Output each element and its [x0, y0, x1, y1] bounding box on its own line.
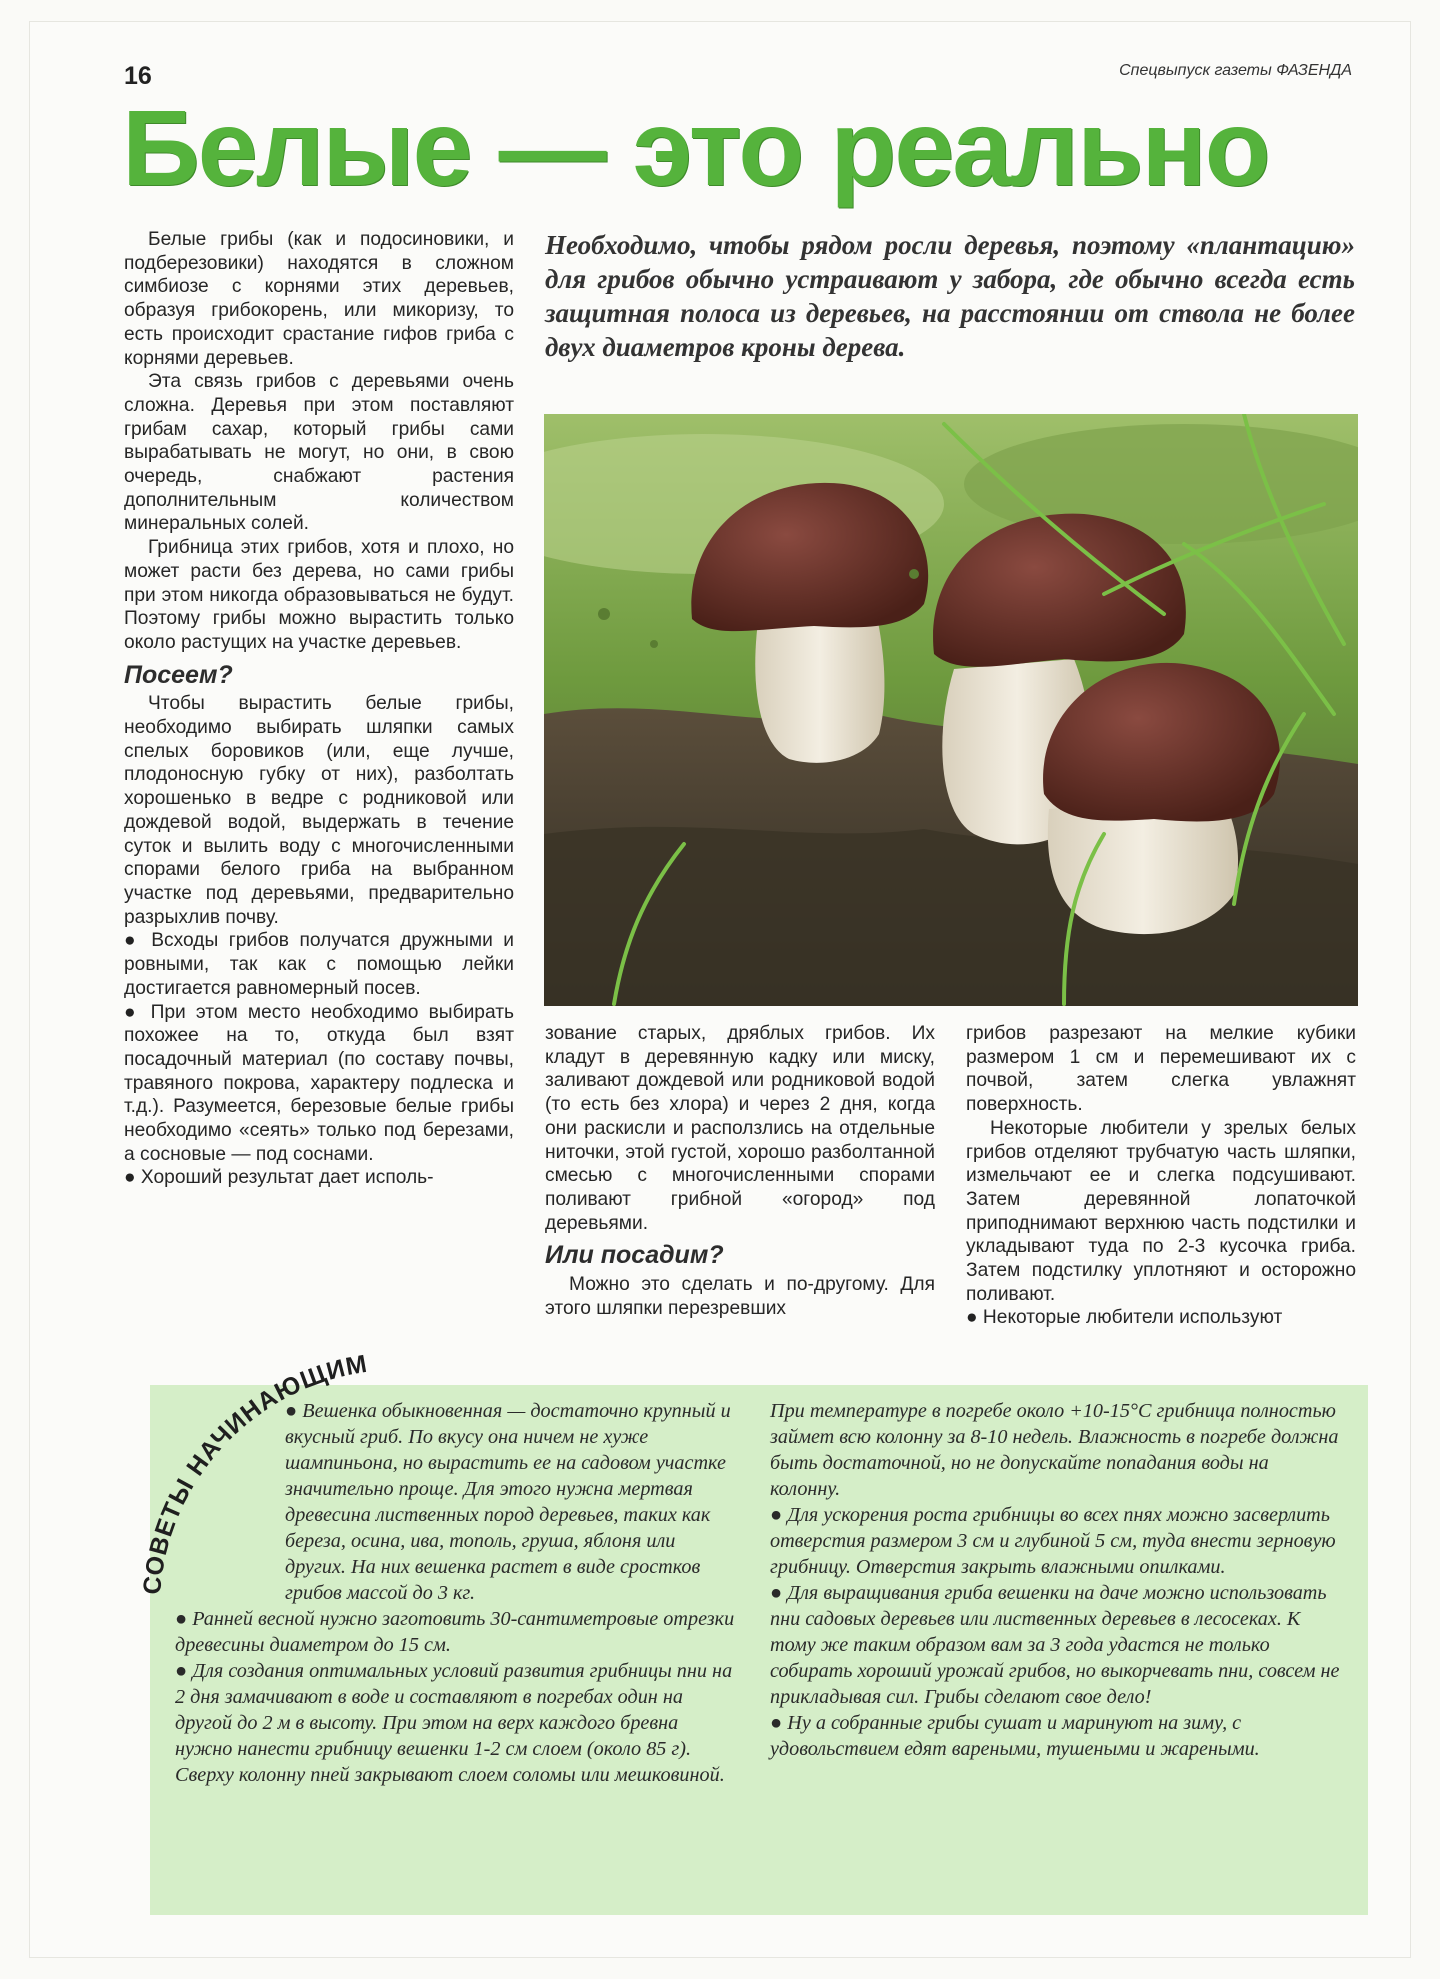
bullet-item: ● Всходы грибов получатся дружными и ровными, так как с помощью лейки достигается равномерный посев.	[124, 930, 514, 999]
bullet-icon: ●	[124, 1001, 151, 1023]
paragraph: Белые грибы (как и подосиновики, и подберезовики) находятся в сложном симбиозе с корнями этих деревьев, образуя грибокорень, или микоризу, то есть происходит срастание гифов гриба с корнями деревьев.	[124, 229, 514, 369]
tip-item: ● Для ускорения роста грибницы во всех пнях можно засверлить отверстия размером 3 см и глубиной 5 см, туда внести зерновую грибницу. Отверстия закрыть влажными опилками.	[770, 1504, 1336, 1578]
bullet-item: ● При этом место необходимо выбирать похожее на то, откуда был взят посадочный материал (по составу почвы, травяного покрова, характеру подлеска и т.д.). Разумеется, березовые белые грибы необходимо «сеять» только под березами, а сосновые — под соснами.	[124, 1001, 514, 1165]
bullet-icon: ●	[770, 1582, 788, 1604]
bullet-item: ● Некоторые любители используют	[966, 1307, 1283, 1329]
bullet-icon: ●	[175, 1660, 193, 1682]
bullet-icon: ●	[175, 1608, 193, 1630]
paragraph: зование старых, дряблых грибов. Их кладут в деревянную кадку или миску, заливают дождевой или родниковой водой (то есть без хлора) и через 2 дня, когда они раскисли и расползлись на отдельные ниточки, этой густой, хорошо разболтанной смесью с многочисленными спорами поливают грибной «огород» под деревьями.	[545, 1023, 935, 1234]
bullet-icon: ●	[770, 1504, 788, 1526]
bullet-icon: ●	[124, 1167, 141, 1189]
paragraph: Некоторые любители у зрелых белых грибов отделяют трубчатую часть шляпки, измельчают ее и слегка подсушивают. Затем деревянной лопаточкой приподнимают верхнюю часть подстилки и укладывают туда по 2-3 кусочка гриба. Затем подстилку уплотняют и осторожно поливают.	[966, 1117, 1356, 1305]
bullet-item: ● Хороший результат дает исполь-	[124, 1167, 434, 1189]
bullet-icon: ●	[770, 1712, 788, 1734]
tip-item: ● Ранней весной нужно заготовить 30-сантиметровые отрезки древесины диаметром до 15 см.	[175, 1608, 735, 1656]
column-3	[966, 1022, 1356, 1330]
tip-item: ● Для создания оптимальных условий развития грибницы пни на 2 дня замачивают в воде и составляют в погребах один на другой до 2 м в высоту. При этом на верх каждого бревна нужно нанести грибницу вешенки 1-2 см слоем (около 85 г). Сверху колонну пней закрывают слоем соломы или мешковиной.	[175, 1660, 733, 1786]
subheading-sow: Посеем?	[124, 660, 233, 689]
paragraph: грибов разрезают на мелкие кубики размером 1 см и перемешивают их с почвой, затем слегка увлажнят поверхность.	[966, 1023, 1356, 1116]
column-1	[124, 228, 514, 1190]
tip-item: ● Для выращивания гриба вешенки на даче можно использовать пни садовых деревьев или лиственных деревьев в лесосеках. К тому же таким образом вам за 3 года удастся не только собирать хороший урожай грибов, но выкорчевать пни, совсем не прикладывая сил. Грибы сделают свое дело!	[770, 1582, 1340, 1708]
tip-item: При температуре в погребе около +10-15°С грибница полностью займет всю колонну за 8-10 недель. Влажность в погребе должна быть достаточной, но не допускайте попадания воды на колонну.	[770, 1400, 1339, 1500]
paragraph: Чтобы вырастить белые грибы, необходимо выбирать шляпки самых спелых боровиков (или, еще лучше, плодоносную губку от них), разболтать хорошенько в ведре с родниковой или дождевой водой, выдержать в течение суток и вылить воду с многочисленными спорами белого гриба на выбранном участке под деревьями, предварительно разрыхлив почву.	[124, 693, 514, 928]
tips-right-column	[770, 1398, 1340, 1762]
tips-left-column	[175, 1398, 735, 1788]
headline: Белые — это реально	[122, 87, 1269, 208]
column-2	[545, 1022, 935, 1320]
bullet-icon: ●	[966, 1307, 983, 1329]
bullet-icon: ●	[124, 930, 152, 952]
bullet-icon: ●	[285, 1400, 303, 1422]
subheading-plant: Или посадим?	[545, 1241, 724, 1270]
paragraph: Можно это сделать и по-другому. Для этого шляпки перезревших	[545, 1274, 935, 1319]
mushroom-photo	[544, 414, 1358, 1006]
tips-band-text: СОВЕТЫ НАЧИНАЮЩИМ	[137, 1349, 370, 1596]
tip-item: ● Ну а собранные грибы сушат и маринуют на зиму, с удовольствием едят вареными, тушеными и жареными.	[770, 1712, 1260, 1760]
paragraph: Эта связь грибов с деревьями очень сложна. Деревья при этом поставляют грибам сахар, который грибы сами вырабатывать не могут, но они, в свою очередь, снабжают растения дополнительным количеством минеральных солей.	[124, 371, 514, 535]
running-head: Спецвыпуск газеты ФАЗЕНДА	[1119, 62, 1352, 79]
paragraph: Грибница этих грибов, хотя и плохо, но может расти без дерева, но сами грибы при этом никогда образовываться не будут. Поэтому грибы можно вырастить только около растущих на участке деревьев.	[124, 537, 514, 653]
page-number: 16	[124, 62, 152, 90]
lead-paragraph: Необходимо, чтобы рядом росли деревья, поэтому «плантацию» для грибов обычно устраивают у забора, где обычно всегда есть защитная полоса из деревьев, на расстоянии от ствола не более двух диаметров кроны дерева.	[545, 230, 1355, 362]
tip-item: ● Вешенка обыкновенная — достаточно крупный и вкусный гриб. По вкусу она ничем не хуже шампиньона, но вырастить ее на садовом участке значительно проще. Для этого нужна мертвая древесина лиственных пород деревьев, таких как береза, осина, ива, тополь, груша, яблоня или других. На них вешенка растет в виде сростков грибов массой до 3 кг.	[285, 1400, 731, 1604]
photo-image	[544, 414, 1358, 1006]
